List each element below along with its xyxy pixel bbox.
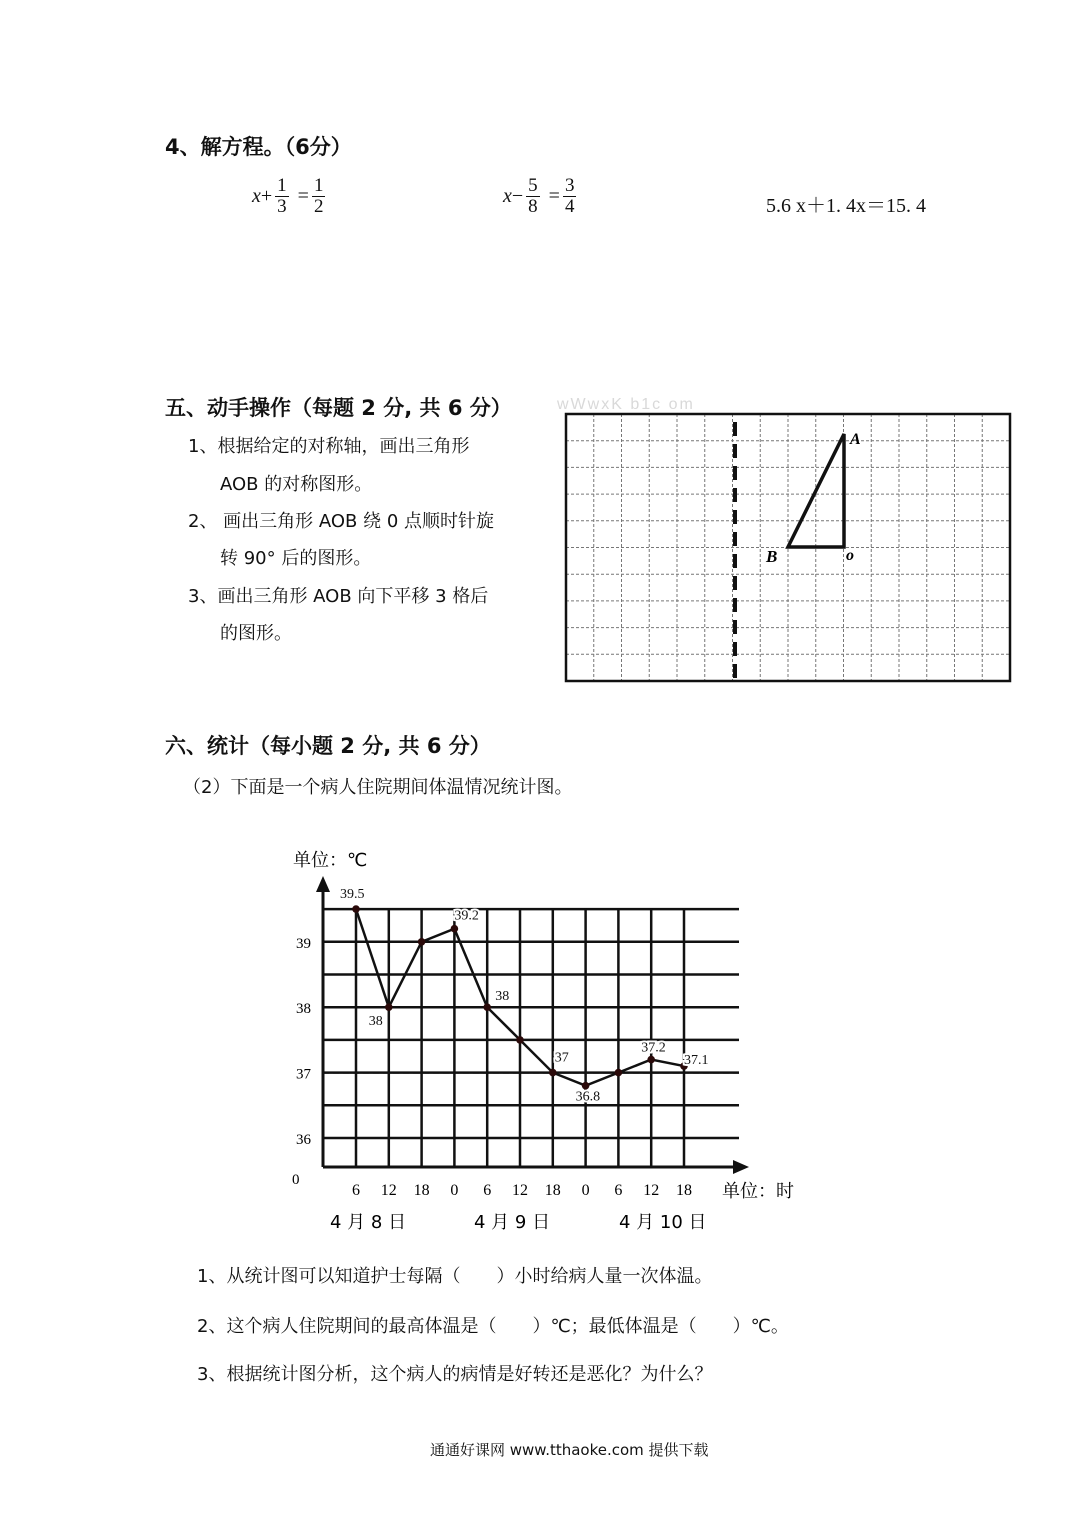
chart-x-tick-label: 6: [483, 1182, 492, 1199]
chart-day-label: 4 月 8 日: [330, 1212, 407, 1233]
chart-data-point: [549, 1069, 557, 1077]
section5-q2-line1: 2、 画出三角形 AOB 绕 0 点顺时针旋: [188, 511, 495, 532]
eq2-op2: =: [548, 184, 560, 207]
eq1-frac2-numerator: 1: [313, 175, 324, 196]
section5-q2-line2: 转 90° 后的图形。: [220, 548, 372, 569]
chart-data-point: [418, 938, 426, 946]
chart-x-tick-label: 6: [614, 1182, 623, 1199]
chart-x-tick-label: 18: [676, 1182, 692, 1199]
chart-x-tick-label: 12: [643, 1182, 660, 1199]
chart-x-unit-label: 单位：时: [722, 1181, 794, 1202]
chart-data-label: 37: [554, 1050, 569, 1066]
chart-y-unit-label: 单位：℃: [293, 850, 368, 871]
section5-q1-line1: 1、根据给定的对称轴，画出三角形: [188, 436, 470, 457]
section5-title: 五、动手操作（每题 2 分, 共 6 分）: [165, 396, 512, 420]
section6-title: 六、统计（每小题 2 分, 共 6 分）: [165, 734, 491, 758]
chart-data-point: [647, 1056, 655, 1064]
section5-q3-line2: 的图形。: [220, 623, 292, 644]
watermark: wWwxK b1c om: [557, 396, 695, 413]
chart-x-tick-label: 12: [380, 1182, 397, 1199]
section6-intro: （2）下面是一个病人住院期间体温情况统计图。: [183, 777, 573, 798]
chart-x-tick-label: 18: [413, 1182, 430, 1199]
eq1-frac1-denominator: 3: [277, 195, 287, 217]
chart-x-axis-arrow: [733, 1160, 749, 1174]
chart-data-label: 39.2: [454, 908, 479, 924]
chart-y-tick-label: 37: [296, 1066, 311, 1083]
equation-3: 5.6 x＋1. 4x＝15. 4: [766, 195, 926, 217]
chart-data-point: [582, 1082, 590, 1090]
chart-x-tick-label: 0: [581, 1182, 590, 1199]
eq1-op1: +: [260, 184, 273, 207]
eq2-frac1-numerator: 5: [528, 175, 538, 196]
chart-origin-label: 0: [292, 1172, 300, 1188]
eq1-op2: =: [297, 184, 309, 207]
chart-data-label: 38: [368, 1014, 383, 1030]
eq1-x: x: [252, 184, 261, 207]
chart-data-point: [451, 925, 459, 933]
section4-title: 4、解方程。（6分）: [165, 135, 352, 159]
chart-data-point: [385, 1003, 393, 1011]
eq2-frac1-denominator: 8: [528, 195, 538, 217]
chart-x-tick-label: 12: [512, 1182, 528, 1199]
eq1-frac1-numerator: 1: [277, 175, 287, 196]
section5-q3-line1: 3、画出三角形 AOB 向下平移 3 格后: [188, 586, 489, 607]
section6-q3: 3、根据统计图分析，这个病人的病情是好转还是恶化？为什么？: [197, 1364, 713, 1385]
eq1-frac2-denominator: 2: [313, 195, 324, 217]
label-a: A: [850, 431, 861, 448]
section5-q1-line2: AOB 的对称图形。: [220, 474, 373, 495]
eq2-x: x: [503, 184, 512, 207]
chart-day-label: 4 月 10 日: [619, 1212, 707, 1233]
chart-y-tick-label: 38: [296, 1001, 311, 1018]
chart-data-point: [516, 1036, 524, 1044]
chart-grid: [323, 908, 739, 1167]
chart-x-tick-label: 6: [352, 1182, 360, 1199]
chart-x-tick-label: 18: [544, 1182, 561, 1199]
section6-q2: 2、这个病人住院期间的最高体温是（ ）℃；最低体温是（ ）℃。: [197, 1316, 789, 1337]
section6-q1: 1、从统计图可以知道护士每隔（ ）小时给病人量一次体温。: [197, 1266, 713, 1287]
chart-data-label: 38: [495, 989, 510, 1005]
chart-y-axis-arrow: [316, 876, 330, 892]
chart-data-point: [483, 1003, 491, 1011]
chart-day-label: 4 月 9 日: [474, 1212, 551, 1233]
chart-data-label: 36.8: [575, 1089, 601, 1105]
label-b: B: [766, 547, 778, 566]
eq2-frac2-denominator: 4: [564, 195, 575, 217]
chart-data-label: 37.2: [641, 1040, 666, 1056]
chart-data-label: 39.5: [340, 887, 365, 903]
eq2-op1: −: [511, 184, 524, 207]
chart-y-tick-label: 39: [296, 935, 311, 952]
footer: 通通好课网 www.tthaoke.com 提供下载: [430, 1441, 709, 1459]
label-o: o: [846, 547, 854, 564]
chart-y-tick-label: 36: [296, 1132, 311, 1148]
chart-data-point: [615, 1069, 623, 1077]
eq2-frac2-numerator: 3: [564, 175, 575, 196]
chart-data-point: [352, 905, 360, 913]
chart-x-tick-label: 0: [450, 1182, 459, 1199]
chart-data-label: 37.1: [684, 1053, 709, 1069]
